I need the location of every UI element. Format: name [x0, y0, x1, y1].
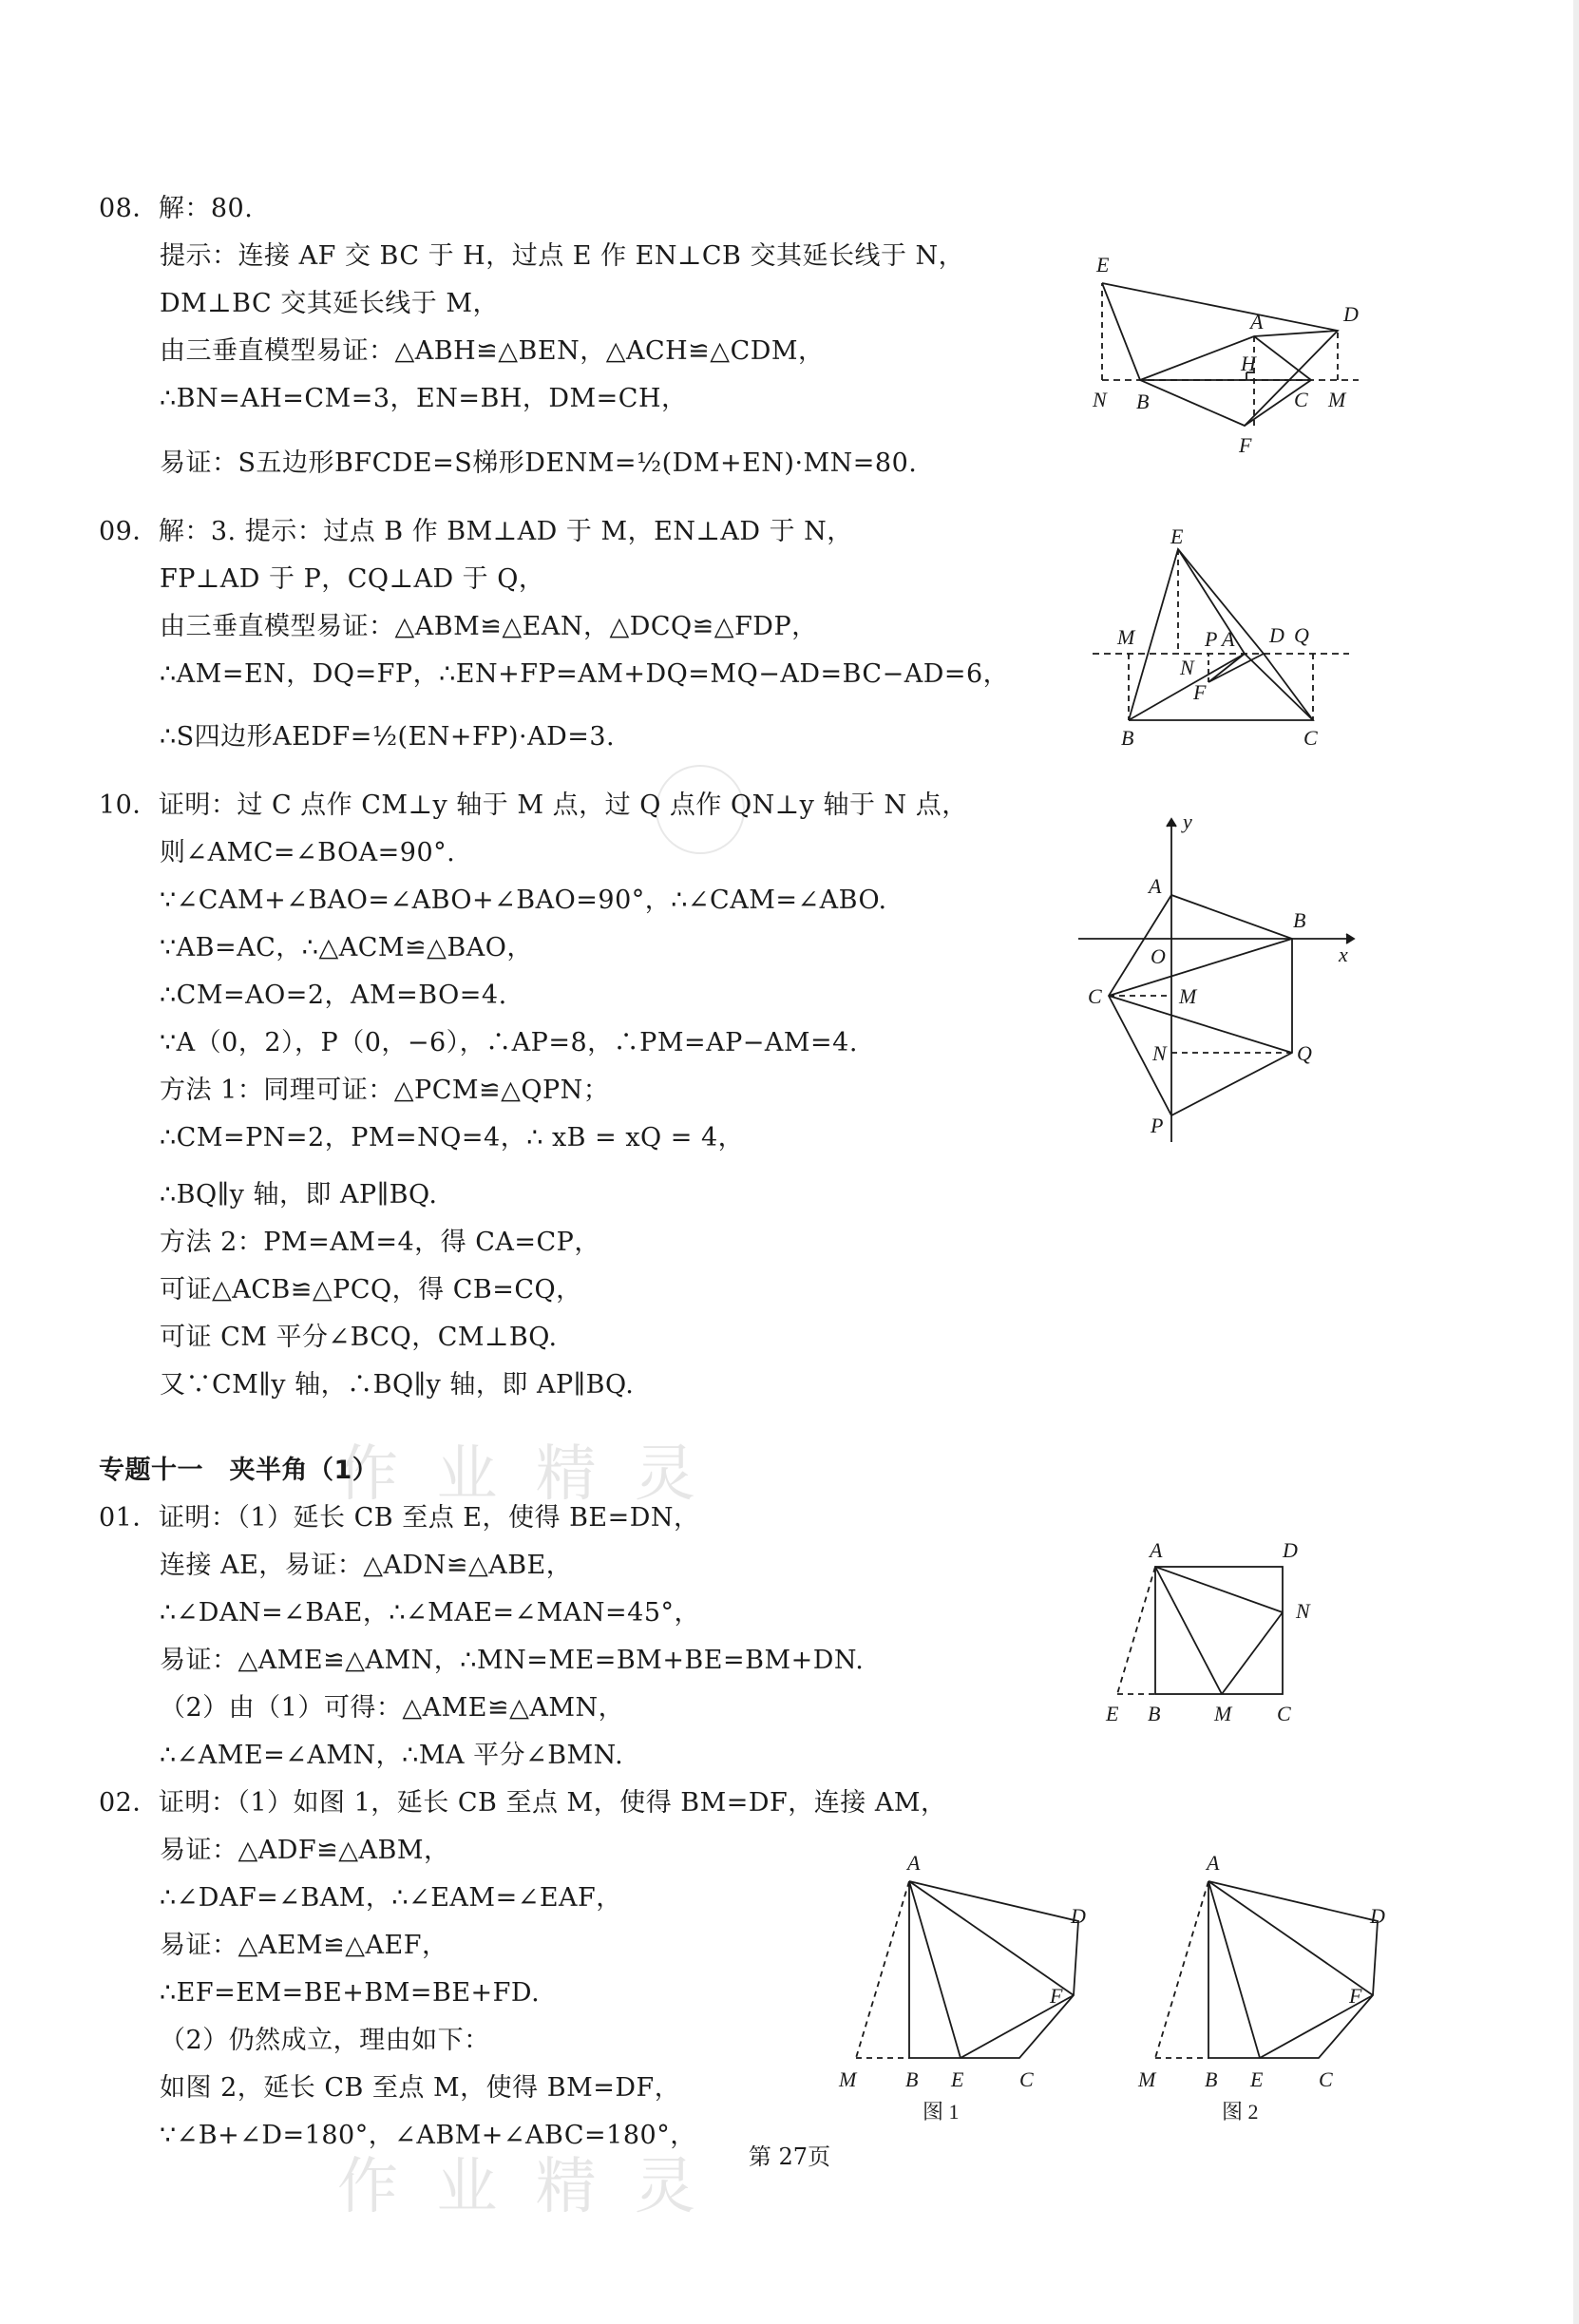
text-line: 连接 AE，易证：△ADN≌△ABE， — [160, 1551, 573, 1580]
label-A: A — [907, 1851, 921, 1875]
text-line: ∵∠B+∠D=180°，∠ABM+∠ABC=180°， — [160, 2121, 696, 2150]
label-C: C — [1277, 1702, 1291, 1725]
label-A: A — [1250, 310, 1264, 333]
label-B: B — [1205, 2067, 1218, 2091]
label-F: F — [1050, 1984, 1063, 2008]
text-line: ∴∠DAN=∠BAE，∴∠MAE=∠MAN=45°， — [160, 1598, 701, 1628]
text-line: ∴∠AME=∠AMN，∴MA 平分∠BMN. — [160, 1741, 624, 1770]
problem-01-proof: 01．证明：（1）延长 CB 至点 E，使得 BE=DN， — [99, 1503, 700, 1533]
text-line: ∴CM=AO=2，AM=BO=4. — [160, 981, 507, 1010]
label-Q: Q — [1297, 1041, 1312, 1065]
label-A: A — [1222, 627, 1235, 651]
label-C: C — [1019, 2067, 1034, 2091]
label-E: E — [1250, 2067, 1264, 2091]
label-A: A — [1207, 1851, 1220, 1875]
label-B: B — [1121, 726, 1134, 749]
label-E: E — [1096, 253, 1110, 276]
label-A: A — [1149, 874, 1162, 898]
figure-08 — [1074, 245, 1378, 464]
label-E: E — [1106, 1702, 1119, 1725]
label-P: P — [1151, 1114, 1164, 1137]
label-M: M — [1328, 388, 1346, 411]
text-line: ∴BQ∥y 轴，即 AP∥BQ. — [160, 1180, 438, 1210]
label-N: N — [1296, 1599, 1310, 1623]
text-line: ∵A（0，2），P（0，−6），∴AP=8，∴PM=AP−AM=4. — [160, 1028, 858, 1057]
label-C: C — [1088, 984, 1102, 1008]
label-D: D — [1071, 1904, 1086, 1928]
label-F: F — [1239, 433, 1252, 457]
label-M: M — [1138, 2067, 1156, 2091]
problem-09-answer: 09．解：3. 提示：过点 B 作 BM⊥AD 于 M，EN⊥AD 于 N， — [99, 517, 853, 546]
label-Q: Q — [1294, 623, 1309, 647]
problem-02-proof: 02．证明：（1）如图 1，延长 CB 至点 M，使得 BM=DF，连接 AM， — [99, 1788, 947, 1818]
label-N: N — [1152, 1041, 1167, 1065]
text-line: ∴EF=EM=BE+BM=BE+FD. — [160, 1978, 541, 2008]
text-line: ∴∠DAF=∠BAM，∴∠EAM=∠EAF， — [160, 1883, 622, 1913]
text-line: 可证△ACB≌△PCQ，得 CB=CQ， — [160, 1275, 582, 1305]
text-line: 方法 1：同理可证：△PCM≌△QPN； — [160, 1076, 610, 1105]
figure-09 — [1083, 521, 1368, 749]
label-P: P — [1205, 627, 1218, 651]
label-E: E — [1170, 524, 1184, 548]
text-line: FP⊥AD 于 P，CQ⊥AD 于 Q， — [160, 564, 545, 594]
section-heading: 专题十一 夹半角（1） — [99, 1456, 379, 1485]
figure-10 — [1069, 810, 1373, 1152]
label-F: F — [1349, 1984, 1362, 2008]
label-M: M — [1179, 984, 1197, 1008]
text-line: ∵∠CAM+∠BAO=∠ABO+∠BAO=90°，∴∠CAM=∠ABO. — [160, 886, 887, 915]
label-D: D — [1283, 1538, 1298, 1562]
label-H: H — [1241, 352, 1256, 375]
text-line: 易证：△ADF≌△ABM， — [160, 1836, 450, 1865]
text-line: ∴CM=PN=2，PM=NQ=4，∴ xB = xQ = 4， — [160, 1123, 745, 1152]
text-line: 如图 2，延长 CB 至点 M，使得 BM=DF， — [160, 2073, 681, 2103]
text-line: （2）由（1）可得：△AME≌△AMN， — [160, 1693, 625, 1723]
text-line: 易证：△AEM≌△AEF， — [160, 1931, 448, 1960]
label-C: C — [1319, 2067, 1333, 2091]
label-D: D — [1269, 623, 1284, 647]
text-line: 易证：△AME≌△AMN，∴MN=ME=BM+BE=BM+DN. — [160, 1646, 865, 1675]
figure-caption: 图 2 — [1222, 2100, 1259, 2124]
figure-11-01 — [1093, 1525, 1340, 1734]
text-line: 又∵CM∥y 轴，∴BQ∥y 轴，即 AP∥BQ. — [160, 1370, 635, 1400]
text-line: 则∠AMC=∠BOA=90°. — [160, 838, 456, 867]
text-line: 由三垂直模型易证：△ABH≌△BEN，△ACH≌△CDM， — [160, 336, 825, 366]
label-E: E — [951, 2067, 964, 2091]
label-F: F — [1193, 680, 1207, 704]
label-O: O — [1151, 944, 1166, 968]
text-line: （2）仍然成立，理由如下： — [160, 2026, 490, 2055]
text-line: 提示：连接 AF 交 BC 于 H，过点 E 作 EN⊥CB 交其延长线于 N， — [160, 241, 965, 271]
text-line: 易证：S五边形BFCDE=S梯形DENM=½(DM+EN)·MN=80. — [160, 448, 918, 478]
label-B: B — [1148, 1702, 1161, 1725]
label-B: B — [1136, 390, 1150, 413]
text-line: 可证 CM 平分∠BCQ，CM⊥BQ. — [160, 1323, 558, 1352]
watermark: 作 业 精 灵 — [337, 2152, 706, 2222]
label-A: A — [1150, 1538, 1163, 1562]
label-N: N — [1093, 388, 1107, 411]
text-line: 由三垂直模型易证：△ABM≌△EAN，△DCQ≌△FDP， — [160, 612, 818, 641]
label-M: M — [1117, 625, 1135, 649]
problem-10-proof: 10．证明：过 C 点作 CM⊥y 轴于 M 点，过 Q 点作 QN⊥y 轴于 N 点， — [99, 791, 968, 820]
label-B: B — [1293, 908, 1306, 932]
label-M: M — [839, 2067, 857, 2091]
text-line: 方法 2：PM=AM=4，得 CA=CP， — [160, 1228, 600, 1257]
text-line: ∴BN=AH=CM=3，EN=BH，DM=CH， — [160, 384, 688, 413]
label-y: y — [1183, 810, 1192, 833]
label-D: D — [1370, 1904, 1385, 1928]
text-line: ∵AB=AC，∴△ACM≌△BAO， — [160, 933, 533, 962]
label-N: N — [1180, 656, 1194, 679]
figure-caption: 图 1 — [923, 2100, 960, 2124]
label-B: B — [905, 2067, 919, 2091]
watermark: 作 业 精 灵 — [337, 1439, 706, 1510]
text-line: ∴AM=EN，DQ=FP，∴EN+FP=AM+DQ=MQ−AD=BC−AD=6， — [160, 659, 1010, 689]
text-line: DM⊥BC 交其延长线于 M， — [160, 289, 499, 318]
problem-08-answer: 08．解：80. — [99, 194, 254, 223]
figure-12-1 — [822, 1843, 1107, 2128]
figure-12-2 — [1121, 1843, 1406, 2128]
label-D: D — [1343, 302, 1359, 326]
label-C: C — [1303, 726, 1318, 749]
page-edge — [1573, 0, 1579, 2324]
label-M: M — [1214, 1702, 1232, 1725]
label-x: x — [1339, 943, 1348, 966]
text-line: ∴S四边形AEDF=½(EN+FP)·AD=3. — [160, 722, 616, 752]
label-C: C — [1294, 388, 1308, 411]
page-number: 第 27页 — [748, 2143, 831, 2170]
